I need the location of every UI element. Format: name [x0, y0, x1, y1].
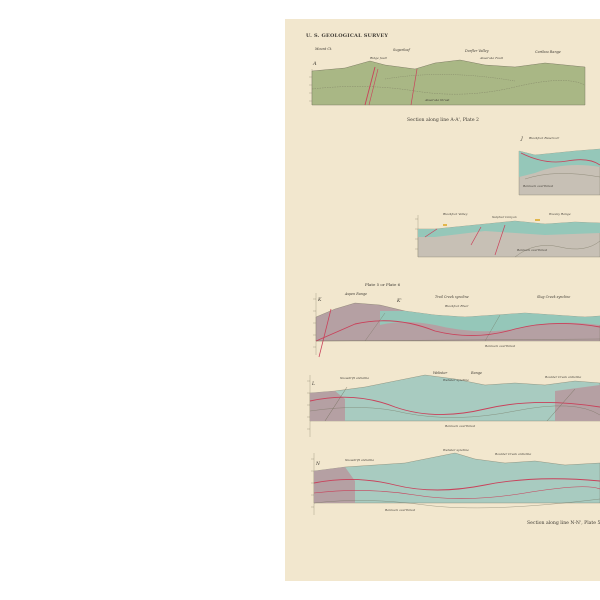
- section-aa-start: A: [313, 61, 317, 67]
- section-mm-label-2: Webster: [433, 371, 448, 375]
- section-nn-label-2: Webster syncline: [443, 448, 469, 452]
- section-kk-label-2: Sulphur Canyon: [492, 215, 517, 219]
- section-ll-thrust: Bannock overthrust: [485, 344, 516, 348]
- section-aa-label-1: Mount Ct.: [315, 47, 333, 51]
- section-mm-label-1: Snowdrift anticline: [340, 376, 370, 380]
- cross-sections-drawing: [285, 19, 600, 581]
- section-ll-label-2: Trail Creek syncline: [435, 295, 469, 299]
- section-mm-label-5: Boulder Creek anticline: [545, 375, 582, 379]
- geologic-sections-plate: [285, 19, 600, 581]
- section-ll-end: K': [397, 299, 402, 304]
- section-jj-thrust: Bannock overthrust: [523, 184, 554, 188]
- section-mm-start: L: [312, 382, 315, 387]
- section-jj-label-1: Blackfoot Reservoir: [529, 136, 560, 140]
- section-aa-label-2: Sugarloaf: [393, 48, 410, 52]
- section-aa-label-3: Dorfler Valley: [465, 49, 489, 53]
- section-nn: [311, 448, 600, 515]
- section-kk: [415, 212, 600, 257]
- section-jj-start: J: [521, 137, 523, 142]
- section-mm-thrust: Bannock overthrust: [445, 424, 476, 428]
- section-kk-thrust: Bannock overthrust: [517, 248, 548, 252]
- section-aa-fault-3: Absaroka thrust: [425, 98, 450, 102]
- section-mm-label-4: Webster syncline: [443, 378, 469, 382]
- section-aa: [309, 47, 585, 105]
- section-nn-label-3: Boulder Creek anticline: [495, 452, 532, 456]
- section-aa-fault-1: Ridge fault: [370, 56, 387, 60]
- section-ll-label-3: Blackfoot River: [445, 304, 469, 308]
- section-mm: [307, 371, 600, 437]
- survey-header: U. S. GEOLOGICAL SURVEY: [306, 33, 389, 39]
- section-nn-label-1: Snowdrift anticline: [345, 458, 375, 462]
- section-mm-label-3: Range: [471, 371, 483, 375]
- section-nn-start: N: [316, 462, 320, 467]
- plate-reference: Plate 5 or Plate 6: [365, 282, 401, 287]
- section-kk-label-1: Blackfoot Valley: [443, 212, 468, 216]
- caption-section-aa: Section along line A-A', Plate 2: [407, 118, 479, 123]
- section-ll-label-4: Slug Creek syncline: [537, 295, 571, 299]
- section-nn-thrust: Bannock overthrust: [385, 508, 416, 512]
- section-kk-label-3: Wooley Range: [549, 212, 571, 216]
- section-ll-start: K: [318, 298, 322, 303]
- caption-section-nn: Section along line N-N', Plate 5: [527, 521, 600, 526]
- section-aa-fault-2: Absaroka Fault: [480, 56, 503, 60]
- section-aa-label-4: Caribou Range: [535, 50, 561, 54]
- section-jj: [519, 136, 600, 195]
- section-ll: [313, 292, 600, 357]
- section-ll-label-1: Aspen Range: [345, 292, 368, 296]
